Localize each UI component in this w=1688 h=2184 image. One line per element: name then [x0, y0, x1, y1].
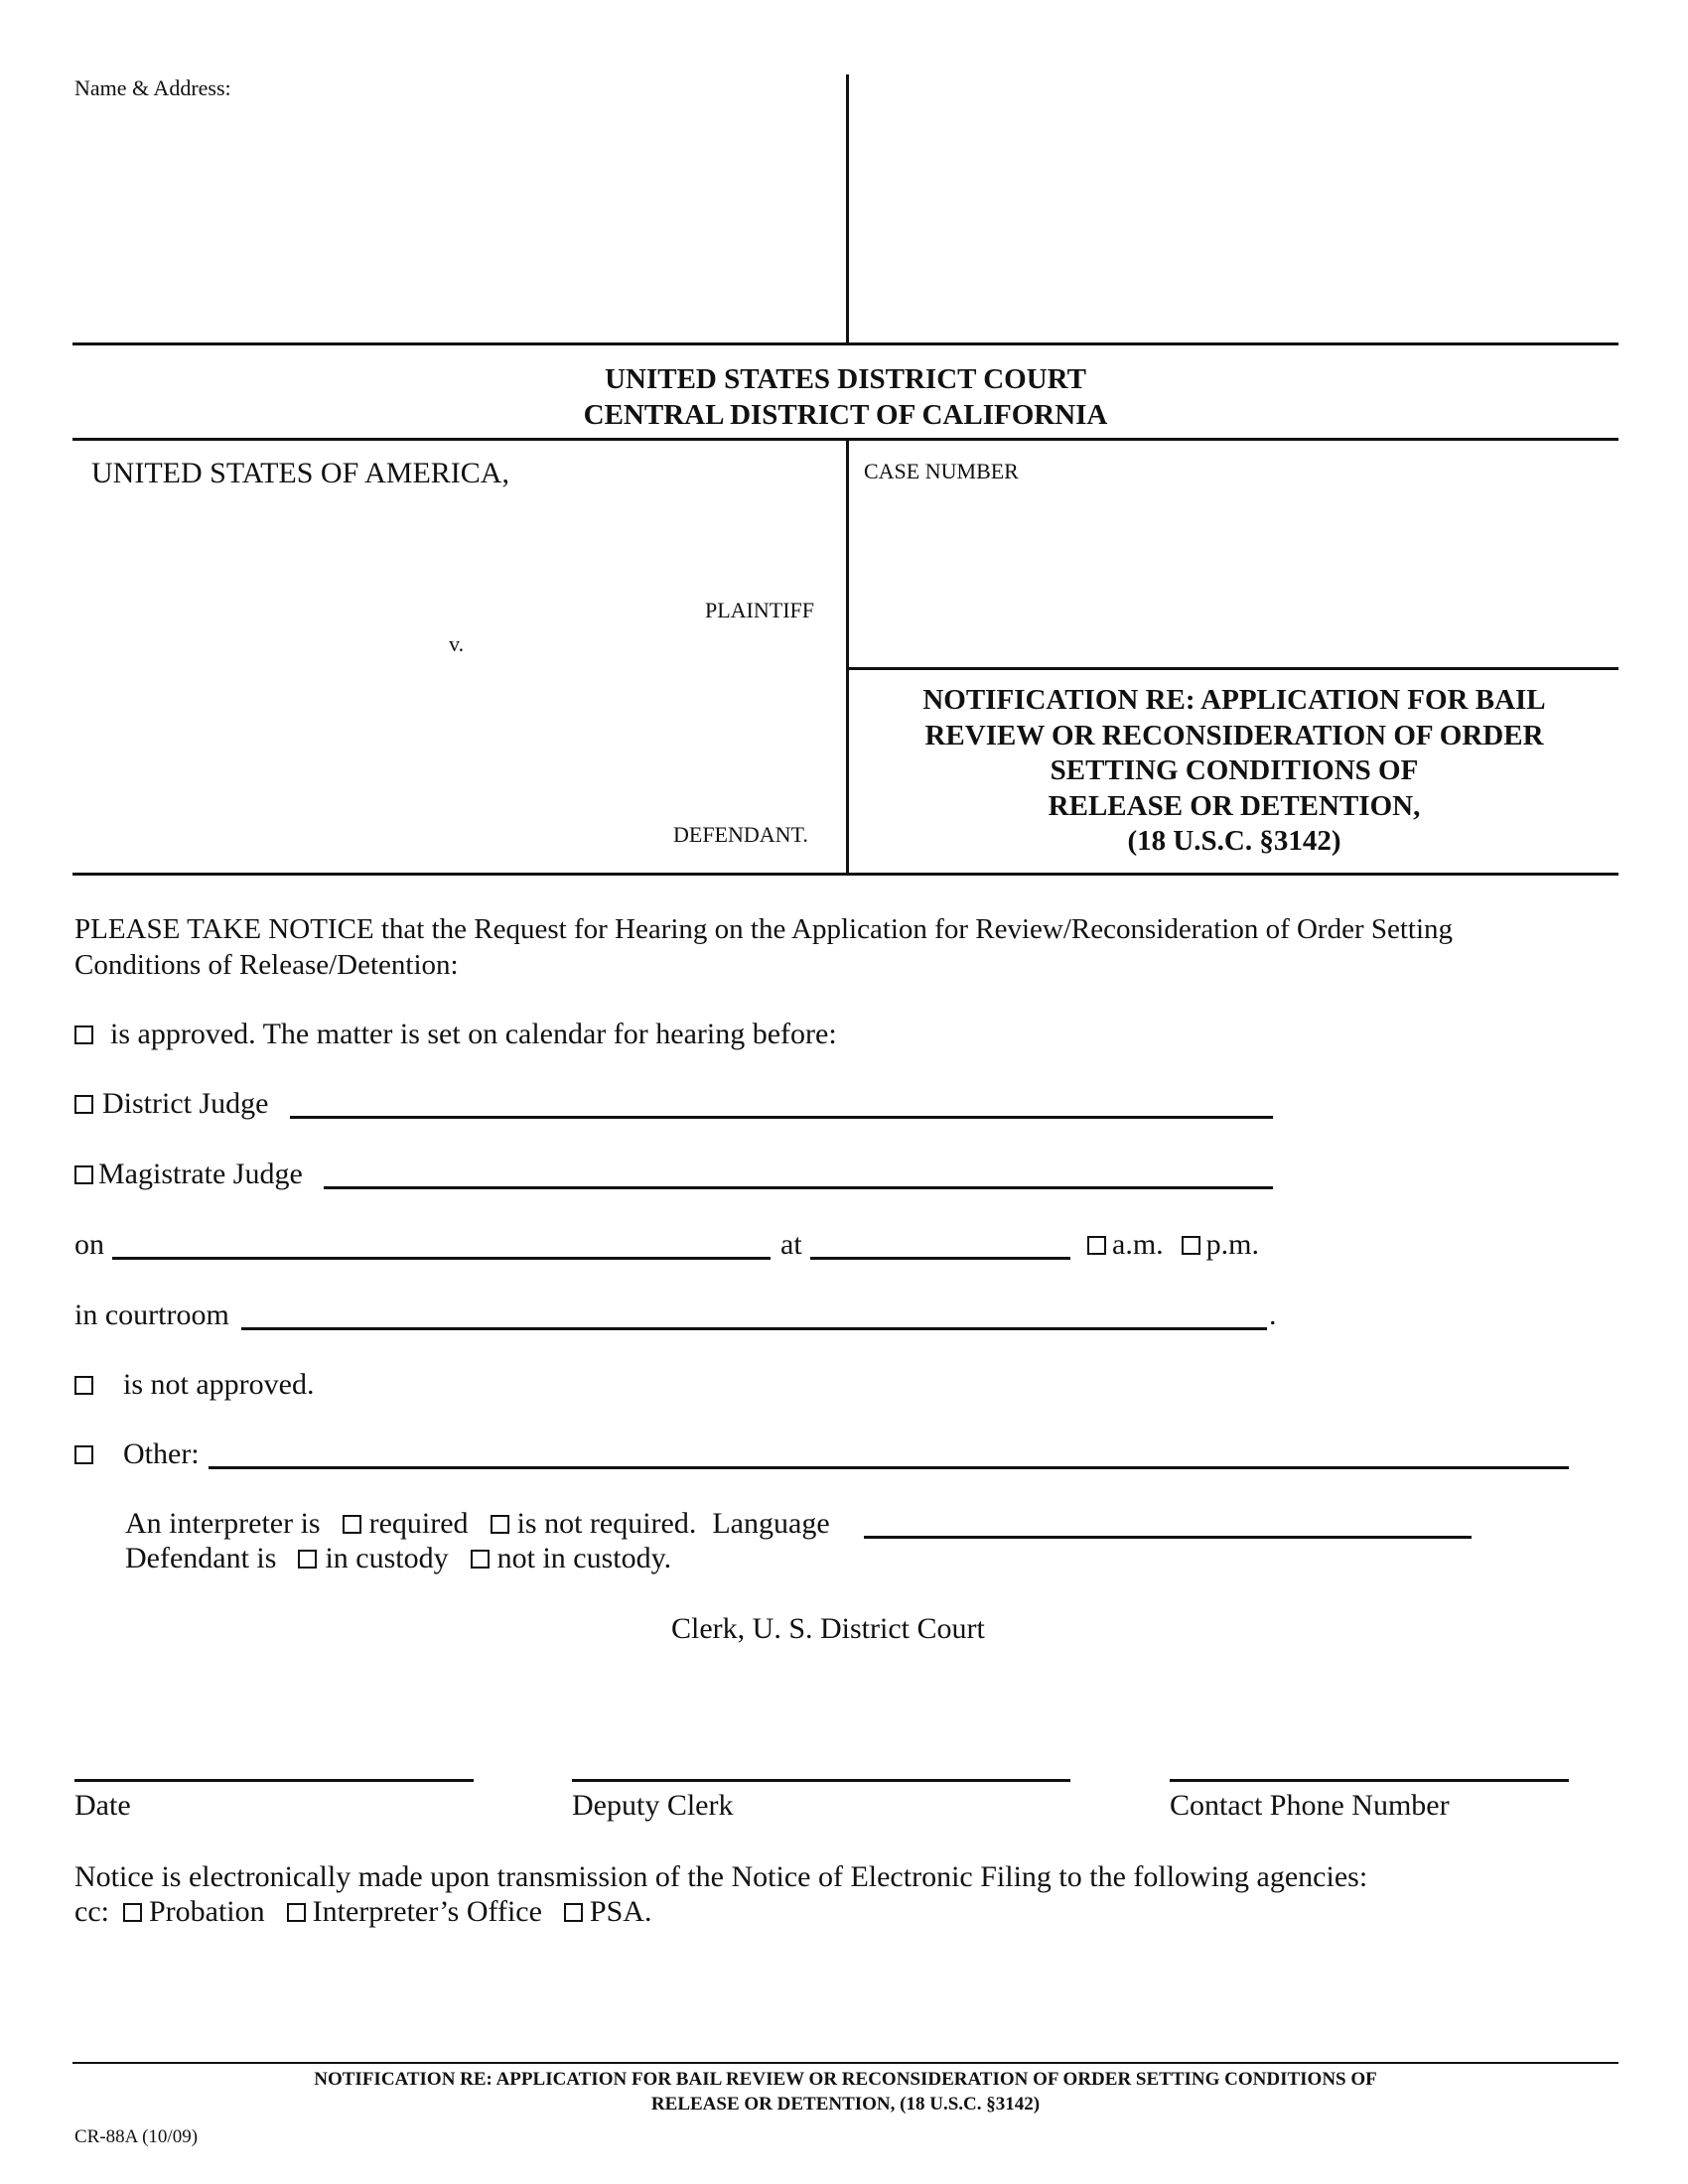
language-field[interactable] [864, 1536, 1472, 1539]
magistrate-judge-field[interactable] [324, 1186, 1273, 1189]
footer-title [72, 2067, 1618, 2116]
approved-checkbox[interactable] [74, 1025, 93, 1044]
language-label: Language [712, 1507, 830, 1540]
title-line-3: SETTING CONDITIONS OF [1050, 754, 1419, 786]
am-label: a.m. [1112, 1228, 1164, 1261]
title-line-1: NOTIFICATION RE: APPLICATION FOR BAIL [922, 684, 1546, 716]
probation-label: Probation [148, 1895, 265, 1928]
in-custody-label: in custody [325, 1542, 449, 1574]
contact-phone-line[interactable] [1170, 1779, 1569, 1782]
in-custody-checkbox[interactable] [298, 1550, 317, 1569]
caption-bottom-rule [72, 873, 1618, 876]
title-line-5: (18 U.S.C. §3142) [1127, 825, 1341, 857]
title-line-2: REVIEW OR RECONSIDERATION OF ORDER [924, 719, 1544, 751]
versus: v. [449, 631, 465, 656]
interpreter-label: An interpreter is [125, 1507, 321, 1540]
magistrate-judge-checkbox[interactable] [74, 1165, 93, 1184]
header-rule [72, 342, 1618, 345]
other-field[interactable] [209, 1466, 1569, 1469]
interpreter-not-required-label: is not required. [516, 1507, 697, 1540]
other-row [74, 1437, 200, 1471]
defendant-label: DEFENDANT. [673, 822, 808, 847]
district-judge-label: District Judge [102, 1087, 269, 1120]
notice-line-2: Conditions of Release/Detention: [74, 949, 459, 981]
hearing-time-field[interactable] [810, 1257, 1070, 1260]
not-in-custody-checkbox[interactable] [471, 1550, 490, 1569]
probation-checkbox[interactable] [123, 1903, 142, 1922]
not-approved-text: is not approved. [123, 1368, 315, 1401]
date-label: Date [74, 1789, 131, 1822]
district-judge-row [74, 1087, 268, 1121]
title-line-4: RELEASE OR DETENTION, [1048, 789, 1421, 822]
caption-divider [846, 438, 849, 875]
interpreter-office-label: Interpreter’s Office [312, 1895, 542, 1928]
interpreter-not-required-checkbox[interactable] [491, 1515, 509, 1534]
not-in-custody-label: not in custody. [496, 1542, 672, 1574]
district-judge-checkbox[interactable] [74, 1095, 93, 1114]
plaintiff-label: PLAINTIFF [705, 598, 815, 622]
name-address-label: Name & Address: [74, 75, 231, 100]
on-label: on [74, 1228, 104, 1261]
footer-title-line-2: RELEASE OR DETENTION, (18 U.S.C. §3142) [650, 2094, 1041, 2115]
case-number-rule [848, 667, 1618, 670]
notice-paragraph [74, 911, 1453, 983]
clerk-label: Clerk, U. S. District Court [671, 1612, 985, 1645]
courtroom-field[interactable] [241, 1327, 1267, 1330]
court-name [72, 361, 1618, 433]
courtroom-label: in courtroom [74, 1298, 229, 1331]
plaintiff-name: UNITED STATES OF AMERICA, [91, 457, 509, 489]
magistrate-judge-label: Magistrate Judge [98, 1158, 303, 1190]
deputy-clerk-signature-line[interactable] [572, 1779, 1070, 1782]
psa-label: PSA. [589, 1895, 652, 1928]
defendant-is-label: Defendant is [125, 1542, 277, 1574]
interpreter-required-checkbox[interactable] [343, 1515, 361, 1534]
custody-row [125, 1542, 671, 1575]
header-divider [846, 74, 849, 344]
at-label: at [780, 1228, 802, 1261]
pm-checkbox[interactable] [1182, 1236, 1200, 1255]
document-title [850, 683, 1618, 860]
courtroom-period: . [1269, 1298, 1277, 1331]
date-signature-line[interactable] [74, 1779, 474, 1782]
approved-text: is approved. The matter is set on calendar for hearing before: [110, 1018, 837, 1050]
court-line-2: CENTRAL DISTRICT OF CALIFORNIA [583, 399, 1108, 431]
am-checkbox[interactable] [1087, 1236, 1106, 1255]
district-judge-field[interactable] [290, 1116, 1273, 1119]
court-line-1: UNITED STATES DISTRICT COURT [605, 363, 1086, 395]
interpreter-required-label: required [368, 1507, 469, 1540]
approved-row [74, 1018, 837, 1051]
interpreter-office-checkbox[interactable] [287, 1903, 306, 1922]
service-notice: Notice is electronically made upon transmission of the Notice of Electronic Filing to the following agencies: [74, 1860, 1368, 1893]
am-pm-options [1087, 1228, 1259, 1262]
other-label: Other: [123, 1437, 200, 1470]
hearing-date-field[interactable] [112, 1257, 771, 1260]
interpreter-row [125, 1507, 830, 1541]
cc-row [74, 1895, 651, 1929]
case-number-label: CASE NUMBER [864, 459, 1019, 483]
deputy-clerk-label: Deputy Clerk [572, 1789, 734, 1822]
footer-title-line-1: NOTIFICATION RE: APPLICATION FOR BAIL REVIEW OR RECONSIDERATION OF ORDER SETTING CONDITIONS OF [314, 2069, 1377, 2090]
footer-rule [72, 2062, 1618, 2064]
notice-line-1: PLEASE TAKE NOTICE that the Request for Hearing on the Application for Review/Reconsideration of Order Setting [74, 913, 1454, 945]
form-number: CR-88A (10/09) [74, 2126, 199, 2147]
other-checkbox[interactable] [74, 1445, 93, 1464]
not-approved-checkbox[interactable] [74, 1376, 93, 1395]
magistrate-judge-row [74, 1158, 303, 1191]
contact-phone-label: Contact Phone Number [1170, 1789, 1450, 1822]
pm-label: p.m. [1205, 1228, 1259, 1261]
not-approved-row [74, 1368, 314, 1402]
cc-label: cc: [74, 1895, 109, 1928]
psa-checkbox[interactable] [564, 1903, 583, 1922]
